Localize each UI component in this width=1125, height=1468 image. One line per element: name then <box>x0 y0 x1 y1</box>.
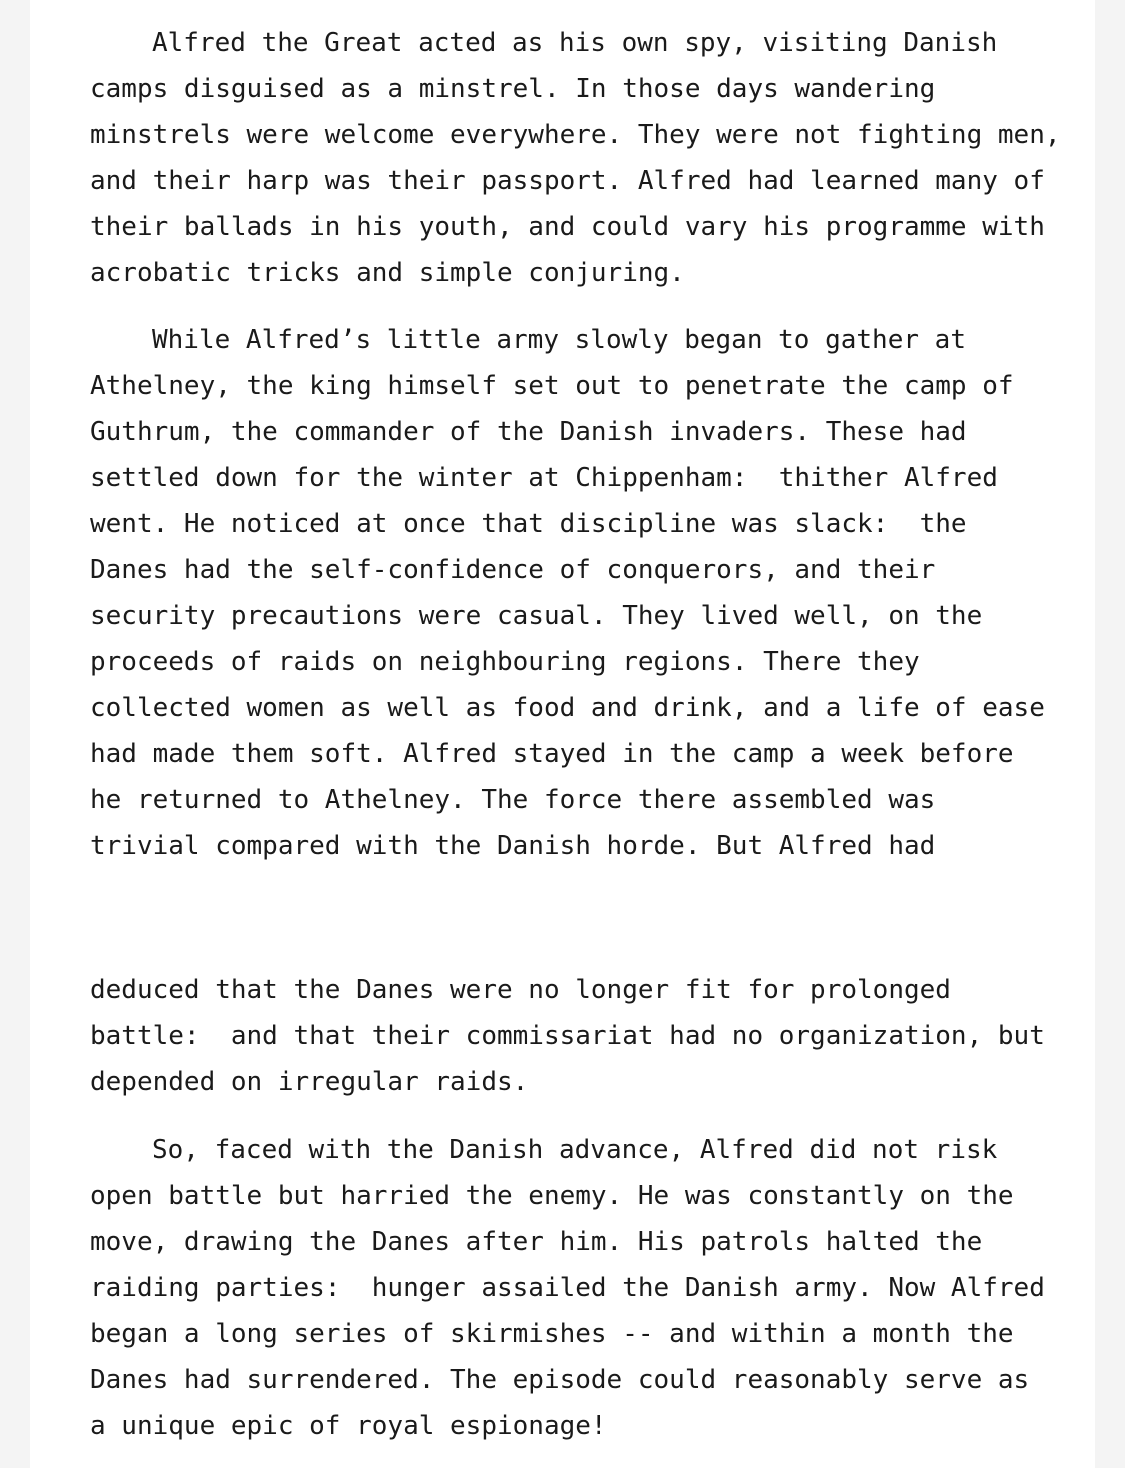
text-line: battle: and that their commissariat had no organization, but <box>90 1021 1045 1051</box>
text-line: minstrels were welcome everywhere. They were not fighting men, <box>90 120 1061 150</box>
text-line: had made them soft. Alfred stayed in the camp a week before <box>90 739 1014 769</box>
text-line: and their harp was their passport. Alfred had learned many of <box>90 166 1045 196</box>
text-line: a unique epic of royal espionage! <box>90 1411 607 1441</box>
text-line: security precautions were casual. They lived well, on the <box>90 601 983 631</box>
text-line: Alfred the Great acted as his own spy, visiting Danish <box>152 28 998 58</box>
text-line: he returned to Athelney. The force there assembled was <box>90 785 936 815</box>
text-line: So, faced with the Danish advance, Alfred did not risk <box>152 1135 998 1165</box>
paragraph-4 <box>90 1127 1090 1449</box>
text-line: While Alfred’s little army slowly began to gather at <box>152 325 966 355</box>
document-page <box>30 0 1095 1468</box>
text-line: Danes had surrendered. The episode could reasonably serve as <box>90 1365 1030 1395</box>
text-line: open battle but harried the enemy. He was constantly on the <box>90 1181 1014 1211</box>
text-line: trivial compared with the Danish horde. But Alfred had <box>90 831 936 861</box>
text-line: Guthrum, the commander of the Danish invaders. These had <box>90 417 967 447</box>
text-line: Danes had the self-confidence of conquerors, and their <box>90 555 936 585</box>
paragraph-2 <box>90 317 1090 869</box>
text-line: settled down for the winter at Chippenham: thither Alfred <box>90 463 998 493</box>
text-line: proceeds of raids on neighbouring regions. There they <box>90 647 920 677</box>
text-line: began a long series of skirmishes -- and within a month the <box>90 1319 1014 1349</box>
text-line: camps disguised as a minstrel. In those days wandering <box>90 74 936 104</box>
paragraph-1 <box>90 20 1090 296</box>
text-line: their ballads in his youth, and could vary his programme with <box>90 212 1045 242</box>
text-line: went. He noticed at once that discipline was slack: the <box>90 509 967 539</box>
text-line: depended on irregular raids. <box>90 1067 529 1097</box>
text-line: move, drawing the Danes after him. His patrols halted the <box>90 1227 983 1257</box>
text-line: deduced that the Danes were no longer fit for prolonged <box>90 975 951 1005</box>
paragraph-3 <box>90 967 1090 1105</box>
text-line: raiding parties: hunger assailed the Danish army. Now Alfred <box>90 1273 1045 1303</box>
text-line: acrobatic tricks and simple conjuring. <box>90 258 685 288</box>
text-line: Athelney, the king himself set out to penetrate the camp of <box>90 371 1014 401</box>
text-line: collected women as well as food and drink, and a life of ease <box>90 693 1045 723</box>
